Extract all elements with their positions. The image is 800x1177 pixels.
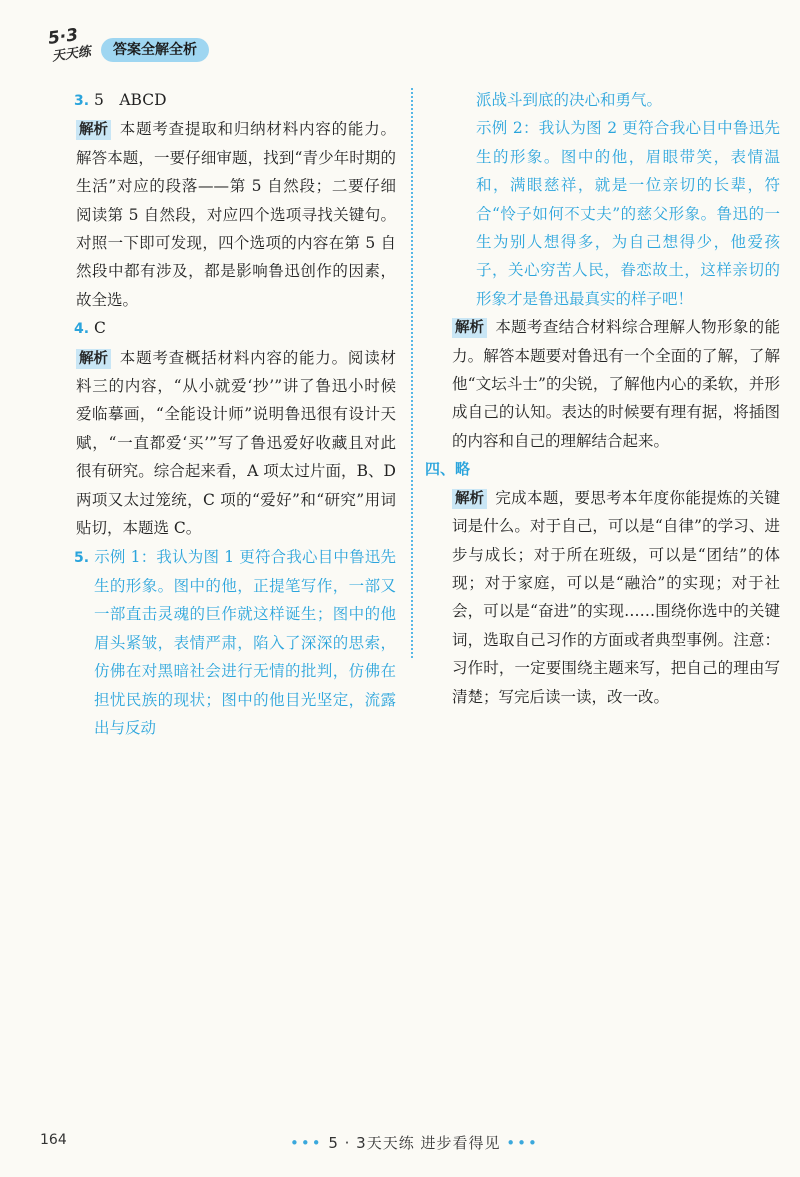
q3-answer: 5 ABCD xyxy=(94,91,167,109)
q5-example1-continued: 派战斗到底的决心和勇气。 xyxy=(476,91,663,109)
logo-line1: 5·3 xyxy=(46,25,80,49)
section4-answer-line xyxy=(425,455,780,483)
header-badge-title: 答案全解全析 xyxy=(101,38,209,62)
right-column xyxy=(425,86,780,711)
q4-analysis xyxy=(76,344,396,543)
q5-analysis-text: 本题考查结合材料综合理解人物形象的能力。解答本题要对鲁迅有一个全面的了解，了解他“文坛斗士”的尖锐，了解他内心的柔软，并形成自己的认知。表达的时候要有理有据，将插图的内容和自己的理解结合起来。 xyxy=(452,318,780,450)
footer-dots-left: ••• xyxy=(290,1134,323,1152)
q3-analysis-tag: 解析 xyxy=(76,120,111,140)
brand-logo xyxy=(46,26,102,66)
q5-example1 xyxy=(74,543,396,743)
q4-analysis-tag: 解析 xyxy=(76,349,111,369)
q3-analysis xyxy=(76,115,396,314)
logo-line2: 天天练 xyxy=(51,44,92,65)
q5-number: 5. xyxy=(74,549,90,566)
section4-answer: 略 xyxy=(455,460,471,479)
q3-analysis-text: 本题考查提取和归纳材料内容的能力。解答本题，一要仔细审题，找到“青少年时期的生活”对应的段落——第 5 自然段；二要仔细阅读第 5 自然段，对应四个选项寻找关键句。对照一下即可发现，四个选项的内容在第 5 自然段中都有涉及，都是影响鲁迅创作的因素，故全选。 xyxy=(76,120,396,309)
page-number: 164 xyxy=(40,1132,67,1148)
q4-answer: C xyxy=(94,319,106,338)
left-column xyxy=(76,86,396,742)
q5-example1-text: 示例 1：我认为图 1 更符合我心目中鲁迅先生的形象。图中的他，正提笔写作，一部又一部直击灵魂的巨作就这样诞生；图中的他眉头紧皱，表情严肃，陷入了深深的思索，仿佛在对黑暗社会进行无情的批判，仿佛在担忧民族的现状；图中的他目光坚定，流露出与反动 xyxy=(94,547,396,737)
section4-label: 四、 xyxy=(425,460,456,479)
section4-analysis xyxy=(452,484,780,711)
footer-slogan-wrap xyxy=(290,1132,539,1153)
q3-answer-line xyxy=(74,86,396,115)
q3-number: 3. xyxy=(74,93,90,109)
q4-analysis-text: 本题考查概括材料内容的能力。阅读材料三的内容，“从小就爱‘抄’”讲了鲁迅小时候爱临摹画，“全能设计师”说明鲁迅很有设计天赋，“一直都爱‘买’”写了鲁迅爱好收藏且对此很有研究。综合起来看，A 项太过片面，B、D 两项又太过笼统，C 项的“爱好”和“研究”用词贴切，本题选 C。 xyxy=(76,348,396,538)
section4-analysis-text: 完成本题，要思考本年度你能提炼的关键词是什么。对于自己，可以是“自律”的学习、进步与成长；对于所在班级，可以是“团结”的体现；对于家庭，可以是“融洽”的实现；对于社会，可以是“奋进”的实现……围绕你选中的关键词，选取自己习作的方面或者典型事例。注意：习作时，一定要围绕主题来写，把自己的理由写清楚；写完后读一读，改一改。 xyxy=(452,488,780,706)
q4-number: 4. xyxy=(74,321,90,338)
q5-analysis-tag: 解析 xyxy=(452,318,487,338)
column-divider xyxy=(411,88,413,658)
page-footer xyxy=(0,1132,800,1156)
footer-slogan: 5 · 3天天练 进步看得见 xyxy=(328,1134,501,1152)
q5-example2: 示例 2：我认为图 2 更符合我心目中鲁迅先生的形象。图中的他，眉眼带笑，表情温和，满眼慈祥，就是一位亲切的长辈，符合“怜子如何不丈夫”的慈父形象。鲁迅的一生为别人想得多，为自己想得少，他爱孩子，关心穷苦人民，眷恋故土，这样亲切的形象才是鲁迅最真实的样子吧！ xyxy=(476,119,780,308)
section4-analysis-tag: 解析 xyxy=(452,489,487,509)
q4-answer-line xyxy=(74,314,396,343)
footer-dots-right: ••• xyxy=(506,1134,539,1152)
q5-analysis xyxy=(452,313,780,455)
